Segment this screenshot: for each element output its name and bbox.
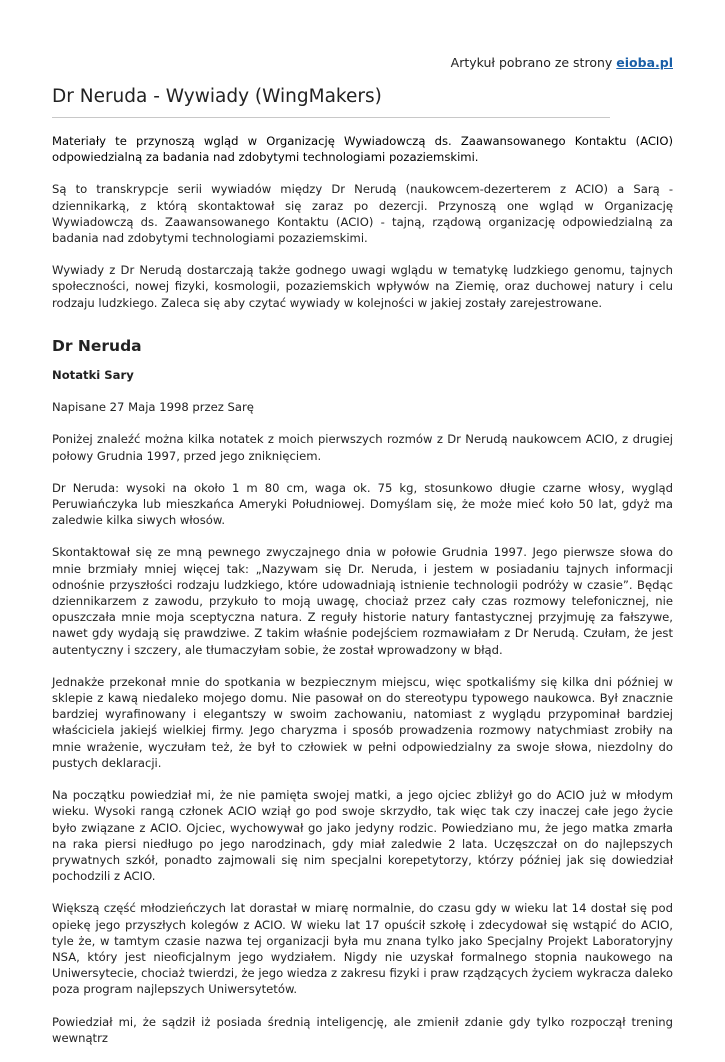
article-content — [52, 133, 673, 1062]
title-divider — [52, 117, 610, 118]
body-paragraph: Dr Neruda: wysoki na około 1 m 80 cm, waga ok. 75 kg, stosunkowo długie czarne włosy, wygląd Peruwiańczyka lub mieszkańca Ameryki Południowej. Domyślam się, że może mieć koło 50 lat, gdyż ma zaledwie kilka siwych włosów. — [52, 480, 673, 528]
intro-paragraph: Są to transkrypcje serii wywiadów między Dr Nerudą (naukowcem-dezerterem z ACIO) a Sarą - dziennikarką, z którą skontaktował się zaraz po dezercji. Przynoszą one wgląd w Organizację Wywiadowczą ds. Zaawansowanego Kontaktu (ACIO) - tajną, rządową organizację odpowiedzialną za badania nad zdobytymi technologiami pozaziemskimi. — [52, 182, 673, 246]
body-paragraph: Jednakże przekonał mnie do spotkania w bezpiecznym miejscu, więc spotkaliśmy się kilka dni później w sklepie z kawą niedaleko mojego domu. Nie pasował on do stereotypu typowego naukowca. Był znacznie bardziej wyrafinowany i elegantszy w swoim zachowaniu, natomiast z wyglądu przypominał bardziej właściciela jakiejś wielkiej firmy. Jego charyzma i sposób prowadzenia rozmowy natychmiast zrobiły na mnie wrażenie, wyczułam też, że był to człowiek w pełni odpowiedzialny za swoje słowa, niezdolny do pustych deklaracji. — [52, 674, 673, 770]
source-attribution — [451, 55, 673, 70]
lead-paragraph: Materiały te przynoszą wgląd w Organizację Wywiadowczą ds. Zaawansowanego Kontaktu (ACIO) odpowiedzialną za badania nad zdobytymi technologiami pozaziemskimi. — [52, 134, 673, 165]
source-link[interactable]: eioba.pl — [616, 55, 673, 70]
source-prefix: Artykuł pobrano ze strony — [450, 55, 613, 70]
body-paragraph: Poniżej znaleźć można kilka notatek z moich pierwszych rozmów z Dr Nerudą naukowcem ACIO, z drugiej połowy Grudnia 1997, przed jego zniknięciem. — [52, 432, 673, 463]
body-paragraph: Na początku powiedział mi, że nie pamięta swojej matki, a jego ojciec zbliżył go do ACIO już w młodym wieku. Wysoki rangą członek ACIO wziął go pod swoje skrzydło, tak więc tak czy inaczej całe jego życie było związane z ACIO. Ojciec, wychowywał go jako jedyny rodzic. Powiedziano mu, że jego matka zmarła na raka piersi niedługo po jego narodzinach, gdy miał zaledwie 2 lata. Uczęszczał on do najlepszych prywatnych szkół, ponadto zajmowali się nim specjalni korepetytorzy, którzy później jak się dowiedział pochodzili z ACIO. — [52, 788, 673, 884]
article-title: Dr Neruda - Wywiady (WingMakers) — [52, 86, 382, 107]
date-line: Napisane 27 Maja 1998 przez Sarę — [52, 400, 254, 415]
section-heading: Dr Neruda — [52, 336, 142, 355]
subheading: Notatki Sary — [52, 368, 134, 383]
intro-paragraph: Wywiady z Dr Nerudą dostarczają także godnego uwagi wglądu w tematykę ludzkiego genomu, tajnych społeczności, nowej fizyki, kosmologii, pozaziemskich wpływów na Ziemię, oraz duchowej natury i celu rodzaju ludzkiego. Zaleca się aby czytać wywiady w kolejności w jakiej zostały zarejestrowane. — [52, 263, 673, 310]
body-paragraph: Skontaktował się ze mną pewnego zwyczajnego dnia w połowie Grudnia 1997. Jego pierwsze słowa do mnie brzmiały mniej więcej tak: „Nazywam się Dr. Neruda, i jestem w posiadaniu tajnych informacji odnośnie przyszłości rodzaju ludzkiego, które udowadniają istnienie technologii podróży w czasie”. Będąc dziennikarzem z zawodu, przykuło to moją uwagę, chociaż przez cały czas rozmowy telefonicznej, nie opuszczała mnie moja sceptyczna natura. Z reguły historie natury fantastycznej przyjmuję za fałszywe, nawet gdy wydają się prawdziwe. Z takim właśnie podejściem rozmawiałam z Dr Nerudą. Czułam, że jest autentyczny i szczery, ale tłumaczyłam sobie, że został wprowadzony w błąd. — [52, 545, 673, 657]
body-paragraph: Powiedział mi, że sądził iż posiada średnią inteligencję, ale zmienił zdanie gdy tylko rozpoczął trening wewnątrz — [52, 1014, 673, 1045]
body-paragraph: Większą część młodzieńczych lat dorastał w miarę normalnie, do czasu gdy w wieku lat 14 dostał się pod opiekę jego przyszłych kolegów z ACIO. W wieku lat 17 opuścił szkołę i zdecydował się wstąpić do ACIO, tyle że, w tamtym czasie nazwa tej organizacji była mu znana tylko jako Specjalny Projekt Laboratoryjny NSA, który jest nieoficjalnym jego wydziałem. Nigdy nie uzyskał formalnego stopnia naukowego na Uniwersytecie, chociaż twierdzi, że jego wiedza z zakresu fizyki i praw rządzących życiem wykracza daleko poza program najlepszych Uniwersytetów. — [52, 901, 673, 997]
